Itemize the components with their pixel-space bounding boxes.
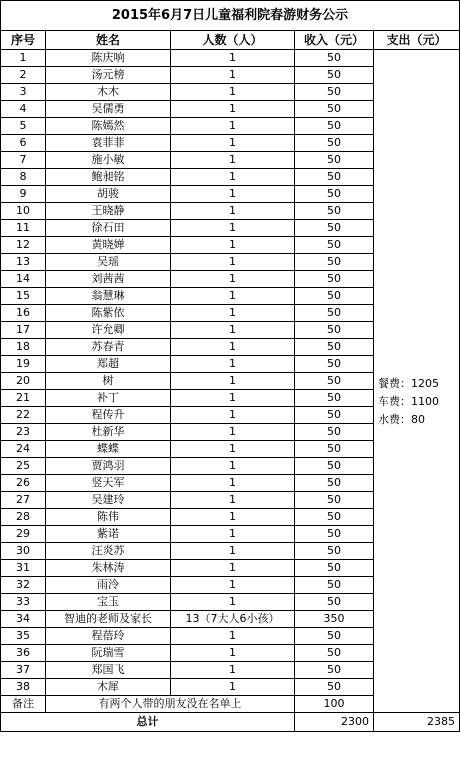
row-no: 16 xyxy=(1,305,46,322)
row-no: 23 xyxy=(1,424,46,441)
row-income: 50 xyxy=(295,679,374,696)
row-name: 袁菲菲 xyxy=(46,135,171,152)
row-income: 50 xyxy=(295,186,374,203)
row-no: 27 xyxy=(1,492,46,509)
row-no: 29 xyxy=(1,526,46,543)
row-income: 50 xyxy=(295,662,374,679)
row-income: 50 xyxy=(295,50,374,67)
row-income: 50 xyxy=(295,594,374,611)
row-count: 1 xyxy=(171,135,295,152)
row-no: 24 xyxy=(1,441,46,458)
row-income: 50 xyxy=(295,645,374,662)
row-name: 竖天军 xyxy=(46,475,171,492)
row-income: 50 xyxy=(295,84,374,101)
row-name: 郑超 xyxy=(46,356,171,373)
row-count: 1 xyxy=(171,662,295,679)
total-income: 2300 xyxy=(295,713,374,732)
row-income: 50 xyxy=(295,577,374,594)
row-no: 37 xyxy=(1,662,46,679)
row-income: 50 xyxy=(295,441,374,458)
row-name: 胡骏 xyxy=(46,186,171,203)
row-no: 20 xyxy=(1,373,46,390)
row-name: 苏春青 xyxy=(46,339,171,356)
row-name: 黄晓婵 xyxy=(46,237,171,254)
total-label: 总计 xyxy=(1,713,295,732)
note-text: 有两个人带的朋友没在名单上 xyxy=(46,696,295,713)
row-name: 程蓓玲 xyxy=(46,628,171,645)
row-count: 1 xyxy=(171,356,295,373)
row-income: 50 xyxy=(295,509,374,526)
row-count: 1 xyxy=(171,288,295,305)
header-no: 序号 xyxy=(1,31,46,50)
expense-item: 车费：1100 xyxy=(378,395,439,408)
header-row xyxy=(1,31,460,50)
row-income: 50 xyxy=(295,390,374,407)
row-name: 阮瑞雪 xyxy=(46,645,171,662)
row-no: 26 xyxy=(1,475,46,492)
row-name: 陈嫣然 xyxy=(46,118,171,135)
row-income: 50 xyxy=(295,543,374,560)
page-title: 2015年6月7日儿童福利院春游财务公示 xyxy=(1,1,460,31)
row-income: 50 xyxy=(295,305,374,322)
row-no: 38 xyxy=(1,679,46,696)
row-count: 1 xyxy=(171,203,295,220)
row-no: 21 xyxy=(1,390,46,407)
row-count: 1 xyxy=(171,84,295,101)
row-no: 33 xyxy=(1,594,46,611)
row-count: 1 xyxy=(171,305,295,322)
row-name: 陈庆响 xyxy=(46,50,171,67)
row-count: 13（7大人6小孩） xyxy=(171,611,295,628)
note-label: 备注 xyxy=(1,696,46,713)
row-count: 1 xyxy=(171,628,295,645)
header-name: 姓名 xyxy=(46,31,171,50)
row-no: 36 xyxy=(1,645,46,662)
row-count: 1 xyxy=(171,475,295,492)
row-name: 郑国飞 xyxy=(46,662,171,679)
row-count: 1 xyxy=(171,237,295,254)
row-no: 19 xyxy=(1,356,46,373)
row-count: 1 xyxy=(171,67,295,84)
row-no: 31 xyxy=(1,560,46,577)
row-income: 50 xyxy=(295,254,374,271)
row-name: 鲍昶铭 xyxy=(46,169,171,186)
row-name: 吴瑶 xyxy=(46,254,171,271)
row-income: 50 xyxy=(295,526,374,543)
row-income: 50 xyxy=(295,67,374,84)
row-no: 9 xyxy=(1,186,46,203)
row-count: 1 xyxy=(171,424,295,441)
row-count: 1 xyxy=(171,441,295,458)
row-count: 1 xyxy=(171,407,295,424)
row-no: 11 xyxy=(1,220,46,237)
row-income: 50 xyxy=(295,339,374,356)
row-income: 50 xyxy=(295,152,374,169)
row-income: 50 xyxy=(295,237,374,254)
row-count: 1 xyxy=(171,322,295,339)
row-name: 翁慧琳 xyxy=(46,288,171,305)
row-count: 1 xyxy=(171,339,295,356)
row-no: 10 xyxy=(1,203,46,220)
table-row xyxy=(1,50,460,67)
row-no: 34 xyxy=(1,611,46,628)
row-income: 50 xyxy=(295,169,374,186)
row-income: 50 xyxy=(295,492,374,509)
row-income: 350 xyxy=(295,611,374,628)
note-income: 100 xyxy=(295,696,374,713)
total-row xyxy=(1,713,460,732)
row-no: 15 xyxy=(1,288,46,305)
row-no: 18 xyxy=(1,339,46,356)
row-name: 补丁 xyxy=(46,390,171,407)
row-count: 1 xyxy=(171,50,295,67)
row-no: 35 xyxy=(1,628,46,645)
row-income: 50 xyxy=(295,135,374,152)
row-no: 22 xyxy=(1,407,46,424)
row-income: 50 xyxy=(295,118,374,135)
header-count: 人数（人） xyxy=(171,31,295,50)
row-name: 陈伟 xyxy=(46,509,171,526)
row-name: 汪炎苏 xyxy=(46,543,171,560)
row-no: 32 xyxy=(1,577,46,594)
row-count: 1 xyxy=(171,560,295,577)
row-count: 1 xyxy=(171,390,295,407)
row-count: 1 xyxy=(171,271,295,288)
row-no: 30 xyxy=(1,543,46,560)
row-income: 50 xyxy=(295,373,374,390)
row-count: 1 xyxy=(171,492,295,509)
row-income: 50 xyxy=(295,220,374,237)
row-name: 木犀 xyxy=(46,679,171,696)
row-income: 50 xyxy=(295,475,374,492)
row-count: 1 xyxy=(171,543,295,560)
row-count: 1 xyxy=(171,645,295,662)
row-name: 贾鸿羽 xyxy=(46,458,171,475)
row-count: 1 xyxy=(171,101,295,118)
row-count: 1 xyxy=(171,152,295,169)
row-name: 施小敏 xyxy=(46,152,171,169)
row-income: 50 xyxy=(295,560,374,577)
row-name: 宝玉 xyxy=(46,594,171,611)
row-no: 14 xyxy=(1,271,46,288)
row-income: 50 xyxy=(295,101,374,118)
row-name: 许允卿 xyxy=(46,322,171,339)
row-income: 50 xyxy=(295,288,374,305)
row-no: 1 xyxy=(1,50,46,67)
header-income: 收入（元） xyxy=(295,31,374,50)
row-no: 13 xyxy=(1,254,46,271)
row-income: 50 xyxy=(295,407,374,424)
row-name: 木木 xyxy=(46,84,171,101)
row-income: 50 xyxy=(295,203,374,220)
row-income: 50 xyxy=(295,628,374,645)
row-income: 50 xyxy=(295,322,374,339)
row-no: 6 xyxy=(1,135,46,152)
row-count: 1 xyxy=(171,220,295,237)
row-count: 1 xyxy=(171,594,295,611)
row-no: 4 xyxy=(1,101,46,118)
expense-item: 餐费：1205 xyxy=(378,377,439,390)
row-no: 17 xyxy=(1,322,46,339)
row-income: 50 xyxy=(295,458,374,475)
row-no: 25 xyxy=(1,458,46,475)
row-no: 3 xyxy=(1,84,46,101)
row-count: 1 xyxy=(171,373,295,390)
row-no: 7 xyxy=(1,152,46,169)
row-name: 吴儒勇 xyxy=(46,101,171,118)
row-income: 50 xyxy=(295,356,374,373)
row-count: 1 xyxy=(171,186,295,203)
row-name: 蝶蝶 xyxy=(46,441,171,458)
row-name: 智迪的老师及家长 xyxy=(46,611,171,628)
row-count: 1 xyxy=(171,577,295,594)
row-no: 2 xyxy=(1,67,46,84)
row-name: 雨泠 xyxy=(46,577,171,594)
row-name: 紫诺 xyxy=(46,526,171,543)
row-no: 28 xyxy=(1,509,46,526)
row-name: 陈紫依 xyxy=(46,305,171,322)
row-name: 王晓静 xyxy=(46,203,171,220)
row-name: 汤元榜 xyxy=(46,67,171,84)
row-name: 程传升 xyxy=(46,407,171,424)
row-count: 1 xyxy=(171,526,295,543)
expense-item: 水费：80 xyxy=(378,413,425,426)
row-income: 50 xyxy=(295,424,374,441)
row-name: 树 xyxy=(46,373,171,390)
expense-cell xyxy=(374,50,460,713)
row-name: 杜新华 xyxy=(46,424,171,441)
row-name: 朱林涛 xyxy=(46,560,171,577)
row-count: 1 xyxy=(171,679,295,696)
row-income: 50 xyxy=(295,271,374,288)
row-name: 徐石田 xyxy=(46,220,171,237)
row-count: 1 xyxy=(171,458,295,475)
header-expense: 支出（元） xyxy=(374,31,460,50)
row-no: 5 xyxy=(1,118,46,135)
row-name: 吴建玲 xyxy=(46,492,171,509)
row-no: 8 xyxy=(1,169,46,186)
row-name: 刘茜茜 xyxy=(46,271,171,288)
row-count: 1 xyxy=(171,118,295,135)
row-count: 1 xyxy=(171,509,295,526)
total-expense: 2385 xyxy=(374,713,460,732)
row-count: 1 xyxy=(171,254,295,271)
row-no: 12 xyxy=(1,237,46,254)
row-count: 1 xyxy=(171,169,295,186)
